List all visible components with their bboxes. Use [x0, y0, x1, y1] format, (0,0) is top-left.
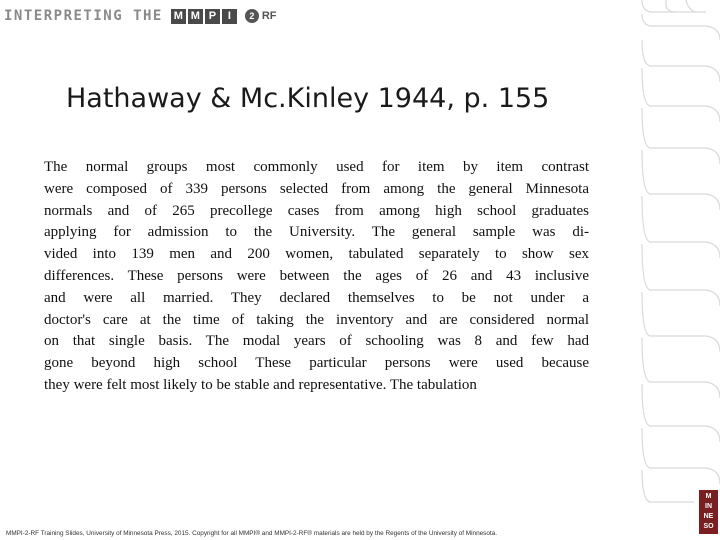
scan-line: applying for admission to the University. The general sample was di- [44, 224, 589, 241]
scan-line: doctor's care at the time of taking the inventory and are considered normal [44, 311, 589, 328]
decorative-lines [636, 0, 720, 540]
scan-line: they were felt most likely to be stable and representative. The tabulation [44, 376, 477, 393]
rf-label: RF [261, 10, 277, 22]
mmpi-box: M [188, 9, 203, 24]
scanned-text-block [44, 157, 589, 397]
scan-line: The normal groups most commonly used for item by item contrast [44, 159, 589, 175]
scan-line: normals and of 265 precollege cases from among high school graduates [44, 202, 589, 219]
university-logo [699, 490, 718, 534]
scan-line: vided into 139 men and 200 women, tabulated separately to show sex [44, 246, 589, 263]
logo-letters: NE [703, 513, 714, 520]
scan-line: differences. These persons were between the ages of 26 and 43 inclusive [44, 267, 589, 284]
slide-title: Hathaway & Mc.Kinley 1944, p. 155 [66, 83, 550, 114]
scan-line: were composed of 339 persons selected from among the general Minnesota [44, 180, 589, 197]
footer-copyright: MMPI-2-RF Training Slides, University of Minnesota Press, 2015. Copyright for all MMPI® and MMPI-2-RF® materials are held by the Regents of the University of Minnesota. [6, 530, 498, 537]
interpreting-the-text: INTERPRETING THE [4, 8, 163, 24]
scan-line: and were all married. They declared themselves to be not under a [44, 289, 589, 306]
scan-line: gone beyond high school These particular persons were used because [44, 355, 589, 372]
version-circle: 2 [245, 9, 259, 23]
mmpi-box: I [222, 9, 237, 24]
logo-letters: IN [705, 503, 712, 510]
scan-line: on that single basis. The modal years of schooling was 8 and few had [44, 333, 589, 350]
mmpi-box: P [205, 9, 220, 24]
mmpi-box: M [171, 9, 186, 24]
header-brand [4, 6, 277, 26]
mmpi-logo-boxes [171, 9, 239, 24]
logo-letters: SO [703, 523, 714, 530]
logo-letters: M [705, 493, 712, 500]
